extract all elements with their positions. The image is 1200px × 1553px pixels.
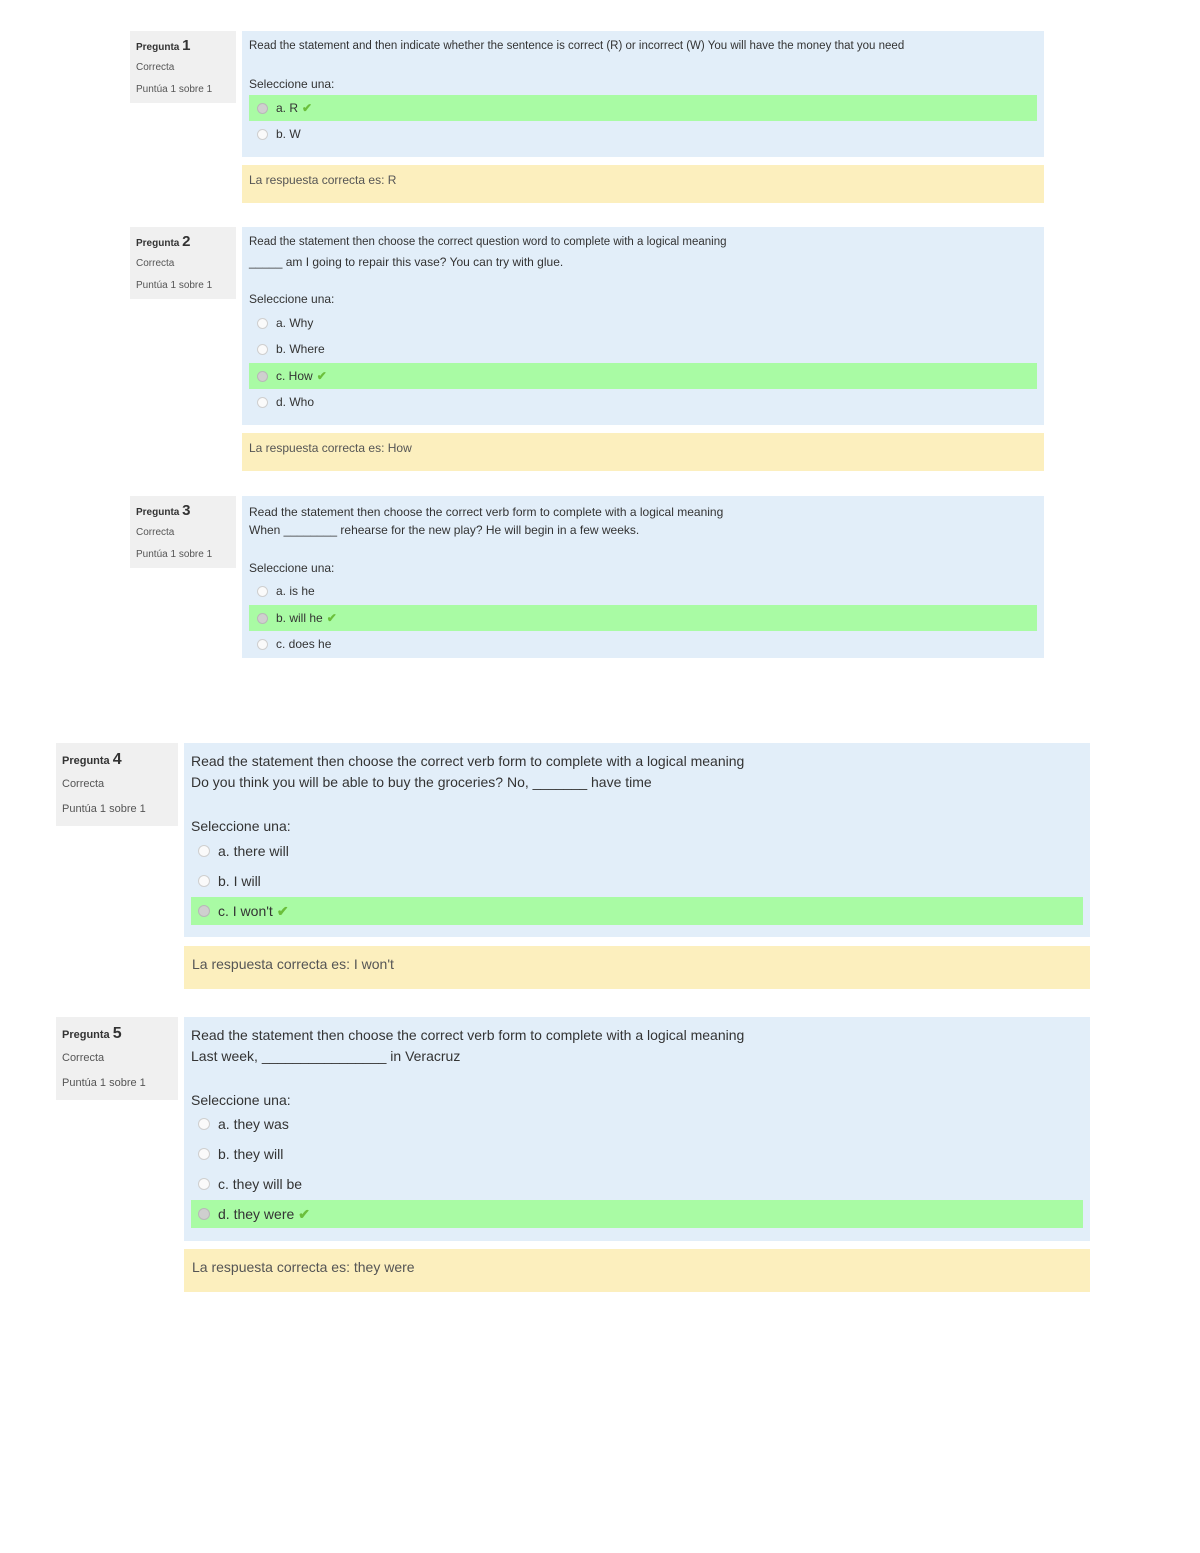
question-content	[242, 227, 1044, 425]
question-info	[130, 496, 236, 568]
check-icon: ✔	[298, 1205, 310, 1222]
radio-icon[interactable]	[257, 397, 268, 408]
radio-icon[interactable]	[257, 103, 268, 114]
radio-icon[interactable]	[257, 318, 268, 329]
answer-option[interactable]	[191, 1140, 1083, 1168]
answer-option[interactable]	[191, 867, 1083, 895]
question-info	[56, 743, 178, 826]
question-grade: Puntúa 1 sobre 1	[136, 549, 213, 560]
question-text: _____ am I going to repair this vase? You can try with glue.	[249, 255, 564, 269]
radio-icon[interactable]	[198, 1178, 210, 1190]
question-state: Correcta	[136, 62, 175, 73]
answer-option[interactable]	[249, 121, 1037, 147]
answer-option[interactable]	[249, 310, 1037, 336]
question-text: Read the statement then choose the correct verb form to complete with a logical meaning	[191, 1027, 745, 1043]
select-prompt: Seleccione una:	[249, 561, 335, 575]
radio-icon[interactable]	[198, 1118, 210, 1130]
option-label: a. is he	[276, 584, 315, 598]
option-label: a. Why	[276, 316, 314, 330]
answer-option[interactable]	[191, 897, 1083, 925]
answer-option[interactable]	[249, 605, 1037, 631]
answer-option[interactable]	[191, 837, 1083, 865]
question-content	[242, 496, 1044, 658]
feedback: La respuesta correcta es: they were	[184, 1249, 1090, 1292]
answer-option[interactable]	[191, 1170, 1083, 1198]
question-number: Pregunta 5	[62, 1025, 122, 1042]
question-grade: Puntúa 1 sobre 1	[136, 280, 213, 291]
question-text: Read the statement then choose the correct verb form to complete with a logical meaning	[191, 753, 745, 769]
question-number: Pregunta 3	[136, 502, 191, 519]
answer-option[interactable]	[249, 389, 1037, 415]
feedback: La respuesta correcta es: I won't	[184, 946, 1090, 989]
feedback: La respuesta correcta es: R	[242, 165, 1044, 203]
question-content	[184, 743, 1090, 937]
option-label: c. does he	[276, 637, 332, 651]
question-number: Pregunta 4	[62, 751, 122, 768]
question-content	[184, 1017, 1090, 1241]
question-grade: Puntúa 1 sobre 1	[62, 803, 146, 815]
radio-icon[interactable]	[198, 1208, 210, 1220]
question-grade: Puntúa 1 sobre 1	[136, 84, 213, 95]
option-label: b. Where	[276, 342, 325, 356]
answer-option[interactable]	[249, 95, 1037, 121]
option-label: d. they were	[218, 1206, 295, 1222]
radio-icon[interactable]	[257, 129, 268, 140]
question-grade: Puntúa 1 sobre 1	[62, 1077, 146, 1089]
option-label: d. Who	[276, 395, 315, 409]
question-info	[56, 1017, 178, 1100]
option-label: a. R	[276, 101, 299, 115]
select-prompt: Seleccione una:	[191, 1092, 291, 1108]
option-label: b. will he	[276, 611, 323, 625]
question-state: Correcta	[62, 778, 105, 790]
check-icon: ✔	[326, 611, 337, 625]
radio-icon[interactable]	[257, 639, 268, 650]
answer-option[interactable]	[191, 1200, 1083, 1228]
option-label: a. there will	[218, 843, 289, 859]
option-label: b. W	[276, 127, 301, 141]
answer-option[interactable]	[249, 578, 1037, 604]
check-icon: ✔	[276, 902, 289, 919]
feedback: La respuesta correcta es: How	[242, 433, 1044, 471]
radio-icon[interactable]	[198, 875, 210, 887]
answer-option[interactable]	[249, 363, 1037, 389]
option-label: a. they was	[218, 1116, 289, 1132]
radio-icon[interactable]	[257, 371, 268, 382]
check-icon: ✔	[316, 369, 327, 383]
answer-option[interactable]	[249, 336, 1037, 362]
radio-icon[interactable]	[198, 905, 210, 917]
question-text: Last week, ________________ in Veracruz	[191, 1048, 461, 1064]
select-prompt: Seleccione una:	[191, 818, 291, 834]
question-text: Read the statement then choose the correct question word to complete with a logical meaning	[249, 236, 727, 248]
option-label: c. How	[276, 369, 313, 383]
option-label: b. I will	[218, 873, 261, 889]
select-prompt: Seleccione una:	[249, 77, 335, 91]
question-text: Read the statement and then indicate whether the sentence is correct (R) or incorrect (W) You will have the money that you need	[249, 40, 905, 52]
question-state: Correcta	[136, 258, 175, 269]
question-text: Do you think you will be able to buy the groceries? No, _______ have time	[191, 774, 652, 790]
question-text: When ________ rehearse for the new play? He will begin in a few weeks.	[249, 523, 640, 537]
question-number: Pregunta 2	[136, 233, 191, 250]
radio-icon[interactable]	[198, 845, 210, 857]
question-state: Correcta	[62, 1052, 105, 1064]
option-label: b. they will	[218, 1146, 284, 1162]
question-state: Correcta	[136, 527, 175, 538]
question-info	[130, 31, 236, 103]
radio-icon[interactable]	[257, 613, 268, 624]
option-label: c. they will be	[218, 1176, 303, 1192]
select-prompt: Seleccione una:	[249, 292, 335, 306]
radio-icon[interactable]	[257, 586, 268, 597]
option-label: c. I won't	[218, 903, 273, 919]
radio-icon[interactable]	[198, 1148, 210, 1160]
radio-icon[interactable]	[257, 344, 268, 355]
check-icon: ✔	[302, 101, 313, 115]
answer-option[interactable]	[249, 631, 1037, 657]
answer-option[interactable]	[191, 1110, 1083, 1138]
question-info	[130, 227, 236, 299]
question-number: Pregunta 1	[136, 37, 191, 54]
question-content	[242, 31, 1044, 157]
question-text: Read the statement then choose the correct verb form to complete with a logical meaning	[249, 505, 724, 519]
